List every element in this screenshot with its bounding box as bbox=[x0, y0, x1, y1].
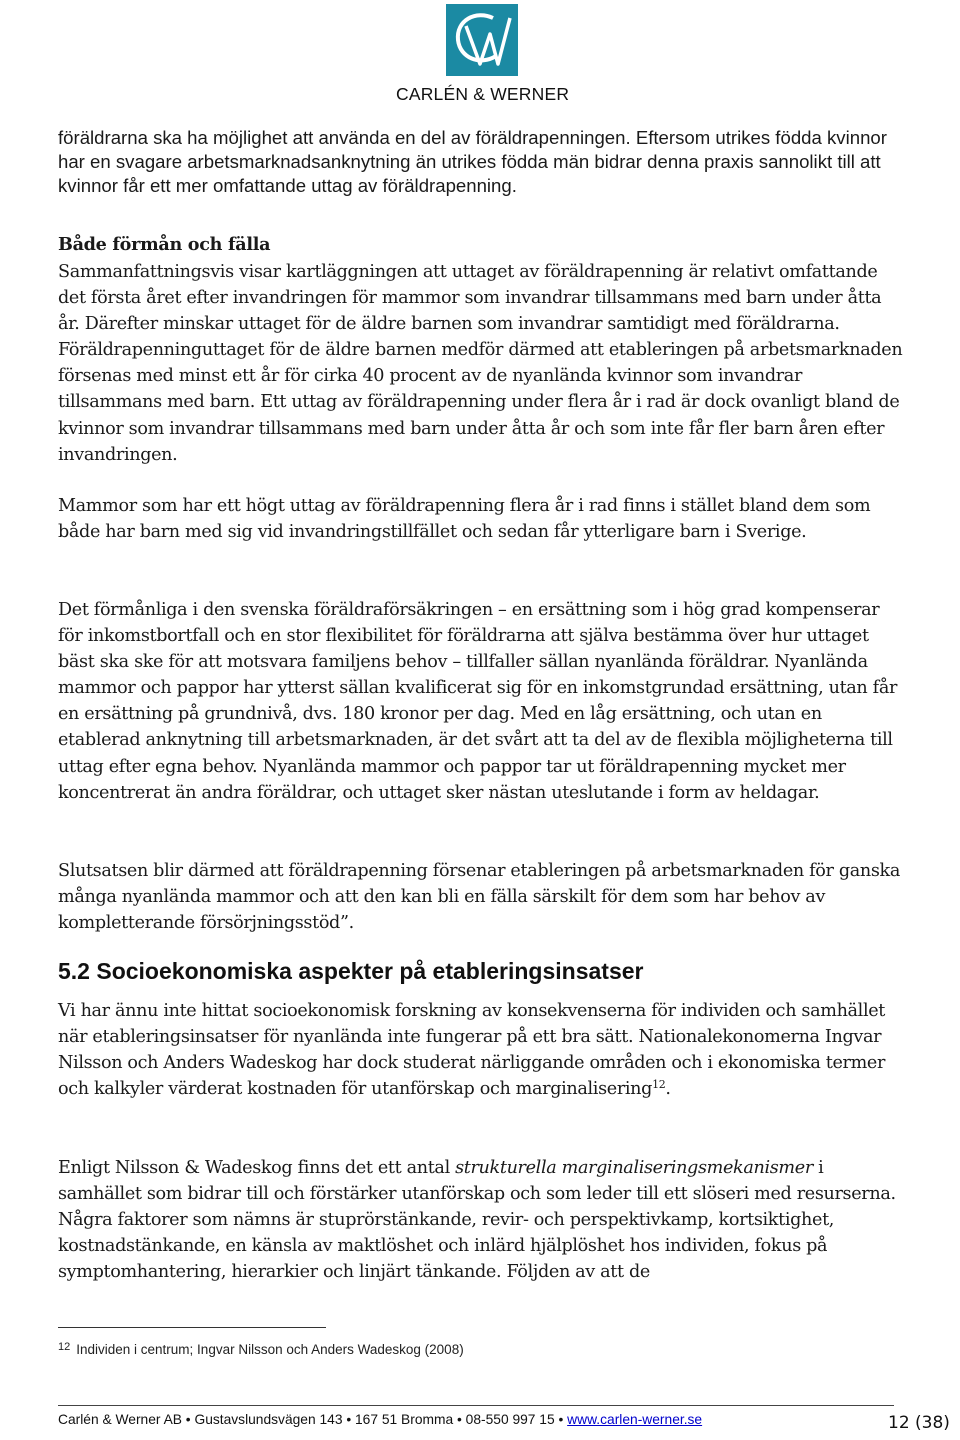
paragraph-mechanisms-start: Enligt Nilsson & Wadeskog finns det ett antal bbox=[58, 1158, 456, 1178]
paragraph-conclusion: Slutsatsen blir därmed att föräldrapenning försenar etableringen på arbetsmarknaden för ganska många nyanlända mammor och att den kan bli en fälla särskilt för dem som har behov av kompletterande försörjningsstöd”. bbox=[58, 861, 900, 934]
page-number: 12 (38) bbox=[888, 1413, 950, 1433]
footnote-number: 12 bbox=[58, 1341, 71, 1353]
company-name: CARLÉN & WERNER bbox=[396, 84, 570, 104]
paragraph-socioeconomic bbox=[58, 998, 908, 1102]
footnote bbox=[58, 1340, 464, 1360]
paragraph-benefits: Det förmånliga i den svenska föräldraförsäkringen – en ersättning som i hög grad kompenserar för inkomstbortfall och en stor flexibilitet för föräldrarna att själva bestämma över hur uttaget bäst ska ske för att motsvara familjens behov – tillfaller sällan nyanlända föräldrar. Nyanlända mammor och pappor har ytterst sällan kvalificerat sig för en inkomstgrundad ersättning, utan får en ersättning på grundnivå, dvs. 180 kronor per dag. Med en låg ersättning, och utan en etablerad anknytning till arbetsmarknaden, är det svårt att ta del av de flexibla möjligheterna till uttag efter egna behov. Nyanlända mammor och pappor tar ut föräldrapenning mycket mer koncentrerat än andra föräldrar, och uttaget sker nästan uteslutande i form av heldagar. bbox=[58, 600, 898, 803]
paragraph-socioeconomic-end: . bbox=[665, 1079, 671, 1100]
footer-divider bbox=[58, 1405, 894, 1406]
footnote-reference[interactable]: 12 bbox=[652, 1078, 666, 1092]
section-heading: 5.2 Socioekonomiska aspekter på etableringsinsatser bbox=[58, 958, 644, 984]
paragraph-intro: föräldrarna ska ha möjlighet att använda en del av föräldrapenningen. Eftersom utrikes födda kvinnor har en svagare arbetsmarknadsanknytning än utrikes födda män bidrar denna praxis sannolikt till att kvinnor får ett mer omfattande uttag av föräldrapenning. bbox=[58, 127, 887, 196]
company-logo bbox=[396, 4, 576, 104]
paragraph-mechanisms-rest: i samhället som bidrar till och förstärker utanförskap och som leder till ett slöseri med resurserna. Några faktorer som nämns är stuprörstänkande, revir- och perspektivkamp, kortsiktighet, kostnadstänkande, en känsla av maktlöshet och inlärd hjälplöshet hos individen, fokus på symptomhantering, hierarkier och linjärt tänkande. Följden av att de bbox=[58, 1158, 896, 1283]
subheading: Både förmån och fälla bbox=[58, 234, 271, 255]
paragraph-mechanisms bbox=[58, 1155, 908, 1285]
paragraph-summary: Sammanfattningsvis visar kartläggningen att uttaget av föräldrapenning är relativt omfattande det första året efter invandringen för mammor som invandrar tillsammans med barn under åtta år. Därefter minskar uttaget för de äldre barnen som invandrar samtidigt med föräldrarna. Föräldrapenninguttaget för de äldre barnen medför därmed att etableringen på arbetsmarknaden försenas med minst ett år för cirka 40 procent av de nyanlända kvinnor som invandrar tillsammans med barn. Ett uttag av föräldrapenning under flera år i rad är dock ovanligt bland de kvinnor som invandrar tillsammans med barn under åtta år och som inte får fler barn åren efter invandringen. bbox=[58, 262, 903, 465]
footer-contact: Carlén & Werner AB • Gustavslundsvägen 143 • 167 51 Bromma • 08-550 997 15 • bbox=[58, 1412, 568, 1427]
footnote-text: Individen i centrum; Ingvar Nilsson och Anders Wadeskog (2008) bbox=[76, 1342, 464, 1357]
logo-mark bbox=[446, 4, 518, 76]
paragraph-mothers: Mammor som har ett högt uttag av föräldrapenning flera år i rad finns i stället bland dem som både har barn med sig vid invandringstillfället och sedan får ytterligare barn i Sverige. bbox=[58, 496, 871, 543]
footer-website-link[interactable]: www.carlen-werner.se bbox=[567, 1412, 703, 1427]
logo-cw-icon bbox=[446, 4, 518, 76]
paragraph-mechanisms-italic: strukturella marginaliseringsmekanismer bbox=[455, 1158, 813, 1178]
footnote-divider bbox=[58, 1327, 326, 1328]
page-footer bbox=[58, 1411, 702, 1429]
paragraph-socioeconomic-text: Vi har ännu inte hittat socioekonomisk forskning av konsekvenserna för individen och samhället när etableringsinsatser för nyanlända inte fungerar på ett bra sätt. Nationalekonomerna Ingvar Nilsson och Anders Wadeskog har dock studerat närliggande områden och i ekonomiska termer och kalkyler värderat kostnaden för utanförskap och marginalisering bbox=[58, 1001, 886, 1100]
